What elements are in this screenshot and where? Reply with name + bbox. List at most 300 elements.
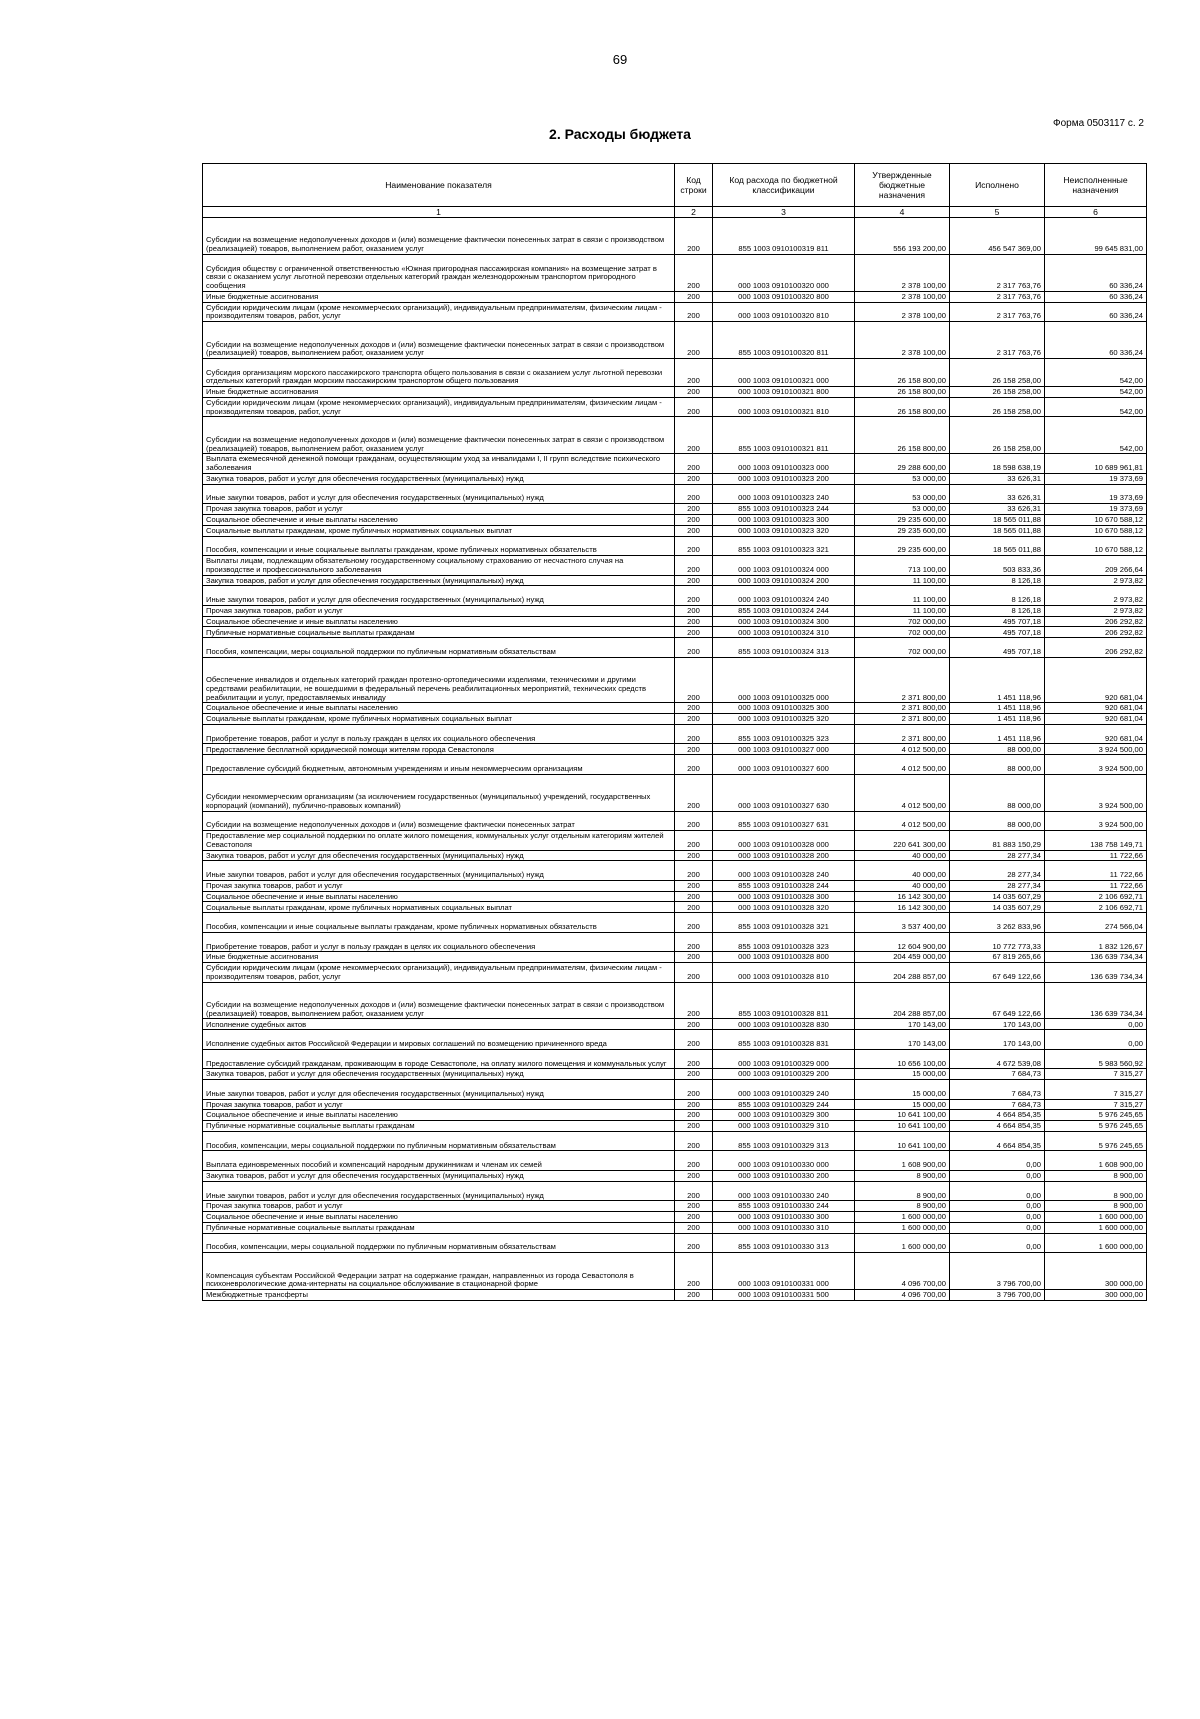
table-row	[203, 1069, 1147, 1080]
table-row	[203, 525, 1147, 536]
row-approved: 26 158 800,00	[855, 417, 950, 454]
row-kbk: 000 1003 0910100325 320	[713, 714, 855, 725]
header-approved: Утвержденные бюджетные назначения	[855, 164, 950, 207]
row-unexecuted: 5 976 245,65	[1045, 1121, 1147, 1132]
table-row	[203, 454, 1147, 474]
row-approved: 26 158 800,00	[855, 358, 950, 386]
row-name: Закупка товаров, работ и услуг для обеспечения государственных (муниципальных) нужд	[203, 1170, 675, 1181]
row-approved: 8 900,00	[855, 1201, 950, 1212]
table-row	[203, 850, 1147, 861]
row-approved: 40 000,00	[855, 880, 950, 891]
table-row	[203, 616, 1147, 627]
row-approved: 15 000,00	[855, 1080, 950, 1100]
row-kbk: 000 1003 0910100328 240	[713, 861, 855, 881]
row-kbk: 855 1003 0910100323 321	[713, 536, 855, 556]
row-executed: 33 626,31	[950, 484, 1045, 504]
row-name: Иные закупки товаров, работ и услуг для обеспечения государственных (муниципальных) нужд	[203, 484, 675, 504]
row-name: Пособия, компенсации и иные социальные выплаты гражданам, кроме публичных нормативных обязательств	[203, 536, 675, 556]
row-unexecuted: 206 292,82	[1045, 638, 1147, 658]
row-code: 200	[675, 1290, 713, 1301]
row-code: 200	[675, 575, 713, 586]
row-kbk: 000 1003 0910100330 310	[713, 1222, 855, 1233]
row-unexecuted: 274 566,04	[1045, 913, 1147, 933]
row-executed: 7 684,73	[950, 1080, 1045, 1100]
row-code: 200	[675, 1212, 713, 1223]
table-row	[203, 575, 1147, 586]
row-executed: 18 565 011,88	[950, 514, 1045, 525]
table-row	[203, 963, 1147, 983]
row-unexecuted: 2 973,82	[1045, 605, 1147, 616]
row-approved: 40 000,00	[855, 861, 950, 881]
row-kbk: 855 1003 0910100319 811	[713, 218, 855, 255]
row-executed: 28 277,34	[950, 880, 1045, 891]
column-number: 5	[950, 207, 1045, 218]
row-unexecuted: 542,00	[1045, 397, 1147, 417]
row-code: 200	[675, 1233, 713, 1253]
row-code: 200	[675, 586, 713, 606]
row-unexecuted: 11 722,66	[1045, 850, 1147, 861]
row-unexecuted: 8 900,00	[1045, 1181, 1147, 1201]
row-code: 200	[675, 397, 713, 417]
table-row	[203, 1253, 1147, 1290]
row-approved: 2 378 100,00	[855, 322, 950, 359]
table-row	[203, 586, 1147, 606]
row-kbk: 000 1003 0910100325 300	[713, 703, 855, 714]
row-kbk: 000 1003 0910100329 240	[713, 1080, 855, 1100]
row-executed: 7 684,73	[950, 1099, 1045, 1110]
row-executed: 28 277,34	[950, 861, 1045, 881]
row-executed: 26 158 258,00	[950, 387, 1045, 398]
row-executed: 7 684,73	[950, 1069, 1045, 1080]
row-executed: 4 664 854,35	[950, 1110, 1045, 1121]
row-executed: 2 317 763,76	[950, 254, 1045, 291]
row-approved: 204 288 857,00	[855, 963, 950, 983]
header-code: Код строки	[675, 164, 713, 207]
row-code: 200	[675, 1181, 713, 1201]
row-executed: 26 158 258,00	[950, 358, 1045, 386]
row-executed: 18 565 011,88	[950, 525, 1045, 536]
row-name: Предоставление субсидий бюджетным, автономным учреждениям и иным некоммерческим организациям	[203, 755, 675, 775]
row-code: 200	[675, 1049, 713, 1069]
row-name: Приобретение товаров, работ и услуг в пользу граждан в целях их социального обеспечения	[203, 724, 675, 744]
table-row	[203, 952, 1147, 963]
row-code: 200	[675, 850, 713, 861]
row-unexecuted: 920 681,04	[1045, 724, 1147, 744]
row-approved: 170 143,00	[855, 1030, 950, 1050]
row-code: 200	[675, 536, 713, 556]
row-approved: 10 656 100,00	[855, 1049, 950, 1069]
row-executed: 18 565 011,88	[950, 536, 1045, 556]
row-approved: 556 193 200,00	[855, 218, 950, 255]
row-executed: 14 035 607,29	[950, 902, 1045, 913]
row-approved: 4 012 500,00	[855, 774, 950, 811]
row-kbk: 000 1003 0910100324 200	[713, 575, 855, 586]
row-kbk: 000 1003 0910100320 810	[713, 302, 855, 322]
row-kbk: 855 1003 0910100328 244	[713, 880, 855, 891]
section-title: 2. Расходы бюджета	[549, 126, 691, 142]
row-executed: 18 598 638,19	[950, 454, 1045, 474]
table-row	[203, 302, 1147, 322]
row-code: 200	[675, 724, 713, 744]
row-approved: 170 143,00	[855, 1019, 950, 1030]
row-unexecuted: 0,00	[1045, 1019, 1147, 1030]
row-name: Компенсация субъектам Российской Федерации затрат на содержание граждан, направленных из города Севастополя в психоневрологические дома-интернаты на социальное обслуживание в стационарной форме	[203, 1253, 675, 1290]
table-row	[203, 473, 1147, 484]
row-kbk: 855 1003 0910100328 321	[713, 913, 855, 933]
row-unexecuted: 2 106 692,71	[1045, 891, 1147, 902]
row-kbk: 000 1003 0910100330 240	[713, 1181, 855, 1201]
row-code: 200	[675, 605, 713, 616]
row-code: 200	[675, 302, 713, 322]
row-executed: 456 547 369,00	[950, 218, 1045, 255]
row-executed: 4 672 539,08	[950, 1049, 1045, 1069]
row-name: Иные закупки товаров, работ и услуг для обеспечения государственных (муниципальных) нужд	[203, 1080, 675, 1100]
row-kbk: 855 1003 0910100323 244	[713, 504, 855, 515]
row-name: Прочая закупка товаров, работ и услуг	[203, 1201, 675, 1212]
row-kbk: 000 1003 0910100329 310	[713, 1121, 855, 1132]
table-row	[203, 831, 1147, 851]
row-name: Иные бюджетные ассигнования	[203, 952, 675, 963]
row-name: Пособия, компенсации, меры социальной поддержки по публичным нормативным обязательствам	[203, 1233, 675, 1253]
column-number-row	[203, 207, 1147, 218]
row-executed: 88 000,00	[950, 744, 1045, 755]
row-unexecuted: 10 670 588,12	[1045, 536, 1147, 556]
row-code: 200	[675, 891, 713, 902]
row-approved: 1 608 900,00	[855, 1151, 950, 1171]
row-executed: 3 262 833,96	[950, 913, 1045, 933]
row-executed: 26 158 258,00	[950, 417, 1045, 454]
header-row	[203, 164, 1147, 207]
row-executed: 1 451 118,96	[950, 714, 1045, 725]
table-row	[203, 1222, 1147, 1233]
row-unexecuted: 3 924 500,00	[1045, 774, 1147, 811]
row-code: 200	[675, 638, 713, 658]
row-code: 200	[675, 514, 713, 525]
row-approved: 26 158 800,00	[855, 397, 950, 417]
row-name: Предоставление субсидий гражданам, проживающим в городе Севастополе, на оплату жилого помещения и коммунальных услуг	[203, 1049, 675, 1069]
row-name: Прочая закупка товаров, работ и услуг	[203, 880, 675, 891]
row-code: 200	[675, 556, 713, 576]
row-unexecuted: 10 670 588,12	[1045, 514, 1147, 525]
row-approved: 15 000,00	[855, 1099, 950, 1110]
row-approved: 11 100,00	[855, 575, 950, 586]
row-unexecuted: 99 645 831,00	[1045, 218, 1147, 255]
row-code: 200	[675, 1110, 713, 1121]
row-executed: 33 626,31	[950, 504, 1045, 515]
row-approved: 1 600 000,00	[855, 1233, 950, 1253]
row-executed: 4 664 854,35	[950, 1131, 1045, 1151]
row-name: Предоставление бесплатной юридической помощи жителям города Севастополя	[203, 744, 675, 755]
row-name: Исполнение судебных актов	[203, 1019, 675, 1030]
row-name: Субсидии на возмещение недополученных доходов и (или) возмещение фактически понесенных затрат в связи с производством (реализацией) товаров, выполнением работ, оказанием услуг	[203, 982, 675, 1019]
table-row	[203, 322, 1147, 359]
row-kbk: 855 1003 0910100330 244	[713, 1201, 855, 1212]
row-unexecuted: 206 292,82	[1045, 616, 1147, 627]
row-name: Выплата единовременных пособий и компенсаций народным дружинникам и членам их семей	[203, 1151, 675, 1171]
row-kbk: 000 1003 0910100323 320	[713, 525, 855, 536]
row-approved: 204 459 000,00	[855, 952, 950, 963]
row-approved: 4 012 500,00	[855, 811, 950, 831]
row-approved: 2 371 800,00	[855, 724, 950, 744]
row-code: 200	[675, 627, 713, 638]
row-unexecuted: 5 983 560,92	[1045, 1049, 1147, 1069]
row-executed: 2 317 763,76	[950, 302, 1045, 322]
row-code: 200	[675, 811, 713, 831]
row-kbk: 855 1003 0910100328 831	[713, 1030, 855, 1050]
row-kbk: 000 1003 0910100327 000	[713, 744, 855, 755]
row-code: 200	[675, 1201, 713, 1212]
row-unexecuted: 920 681,04	[1045, 703, 1147, 714]
row-name: Исполнение судебных актов Российской Федерации и мировых соглашений по возмещению причиненного вреда	[203, 1030, 675, 1050]
row-name: Субсидии на возмещение недополученных доходов и (или) возмещение фактически понесенных затрат в связи с производством (реализацией) товаров, выполнением работ, оказанием услуг	[203, 417, 675, 454]
table-row	[203, 1151, 1147, 1171]
table-row	[203, 744, 1147, 755]
row-unexecuted: 60 336,24	[1045, 322, 1147, 359]
table-row	[203, 861, 1147, 881]
row-kbk: 000 1003 0910100328 830	[713, 1019, 855, 1030]
row-kbk: 855 1003 0910100320 811	[713, 322, 855, 359]
row-name: Прочая закупка товаров, работ и услуг	[203, 605, 675, 616]
row-code: 200	[675, 1030, 713, 1050]
row-kbk: 000 1003 0910100329 300	[713, 1110, 855, 1121]
row-approved: 1 600 000,00	[855, 1222, 950, 1233]
row-code: 200	[675, 657, 713, 703]
header-executed: Исполнено	[950, 164, 1045, 207]
table-row	[203, 1212, 1147, 1223]
row-name: Выплата ежемесячной денежной помощи гражданам, осуществляющим уход за инвалидами I, II групп вследствие психического заболевания	[203, 454, 675, 474]
header-name: Наименование показателя	[203, 164, 675, 207]
row-unexecuted: 5 976 245,65	[1045, 1110, 1147, 1121]
table-row	[203, 714, 1147, 725]
table-row	[203, 605, 1147, 616]
row-unexecuted: 10 689 961,81	[1045, 454, 1147, 474]
table-row	[203, 902, 1147, 913]
row-executed: 170 143,00	[950, 1019, 1045, 1030]
row-unexecuted: 10 670 588,12	[1045, 525, 1147, 536]
row-name: Субсидии юридическим лицам (кроме некоммерческих организаций), индивидуальным предпринимателям, физическим лицам - производителям товаров, работ, услуг	[203, 302, 675, 322]
row-unexecuted: 920 681,04	[1045, 714, 1147, 725]
page-number: 69	[612, 52, 628, 67]
row-name: Пособия, компенсации, меры социальной поддержки по публичным нормативным обязательствам	[203, 638, 675, 658]
row-code: 200	[675, 218, 713, 255]
table-row	[203, 657, 1147, 703]
row-code: 200	[675, 1069, 713, 1080]
row-executed: 88 000,00	[950, 755, 1045, 775]
row-unexecuted: 2 973,82	[1045, 586, 1147, 606]
row-approved: 29 235 600,00	[855, 514, 950, 525]
row-code: 200	[675, 1170, 713, 1181]
row-kbk: 000 1003 0910100324 310	[713, 627, 855, 638]
row-code: 200	[675, 982, 713, 1019]
row-unexecuted: 19 373,69	[1045, 473, 1147, 484]
row-code: 200	[675, 744, 713, 755]
row-executed: 170 143,00	[950, 1030, 1045, 1050]
row-kbk: 000 1003 0910100327 630	[713, 774, 855, 811]
row-kbk: 000 1003 0910100323 240	[713, 484, 855, 504]
row-approved: 29 235 600,00	[855, 525, 950, 536]
row-kbk: 000 1003 0910100330 200	[713, 1170, 855, 1181]
row-code: 200	[675, 1222, 713, 1233]
table-row	[203, 932, 1147, 952]
row-kbk: 000 1003 0910100330 300	[713, 1212, 855, 1223]
row-name: Субсидии некоммерческим организациям (за исключением государственных (муниципальных) учреждений, государственных корпораций (компаний), публично-правовых компаний)	[203, 774, 675, 811]
row-kbk: 855 1003 0910100329 313	[713, 1131, 855, 1151]
row-unexecuted: 7 315,27	[1045, 1099, 1147, 1110]
row-name: Субсидия организациям морского пассажирского транспорта общего пользования в связи с оказанием услуг льготной перевозки отдельных категорий граждан морским пассажирским транспортом общего пользования	[203, 358, 675, 386]
table-row	[203, 755, 1147, 775]
row-executed: 0,00	[950, 1212, 1045, 1223]
row-code: 200	[675, 1151, 713, 1171]
row-executed: 14 035 607,29	[950, 891, 1045, 902]
table-row	[203, 358, 1147, 386]
row-kbk: 000 1003 0910100331 000	[713, 1253, 855, 1290]
row-executed: 0,00	[950, 1151, 1045, 1171]
row-executed: 3 796 700,00	[950, 1290, 1045, 1301]
row-code: 200	[675, 504, 713, 515]
row-kbk: 000 1003 0910100324 240	[713, 586, 855, 606]
row-executed: 28 277,34	[950, 850, 1045, 861]
table-row	[203, 1131, 1147, 1151]
row-kbk: 000 1003 0910100323 200	[713, 473, 855, 484]
row-name: Социальное обеспечение и иные выплаты населению	[203, 616, 675, 627]
table-row	[203, 811, 1147, 831]
row-approved: 3 537 400,00	[855, 913, 950, 933]
row-code: 200	[675, 1080, 713, 1100]
row-approved: 29 288 600,00	[855, 454, 950, 474]
row-code: 200	[675, 473, 713, 484]
row-unexecuted: 3 924 500,00	[1045, 811, 1147, 831]
row-code: 200	[675, 454, 713, 474]
row-unexecuted: 1 832 126,67	[1045, 932, 1147, 952]
row-code: 200	[675, 1253, 713, 1290]
row-unexecuted: 542,00	[1045, 417, 1147, 454]
row-approved: 1 600 000,00	[855, 1212, 950, 1223]
row-name: Обеспечение инвалидов и отдельных категорий граждан протезно-ортопедическими изделиями, техническими и другими средствами реабилитации, не вошедшими в федеральный перечень реабилитационных мероприятий, технических средств реабилитации и услуг, предоставляемых инвалиду	[203, 657, 675, 703]
row-executed: 26 158 258,00	[950, 397, 1045, 417]
row-unexecuted: 0,00	[1045, 1030, 1147, 1050]
row-executed: 0,00	[950, 1233, 1045, 1253]
row-executed: 67 649 122,66	[950, 982, 1045, 1019]
row-kbk: 000 1003 0910100328 300	[713, 891, 855, 902]
row-name: Субсидии на возмещение недополученных доходов и (или) возмещение фактически понесенных затрат в связи с производством (реализацией) товаров, выполнением работ, оказанием услуг	[203, 218, 675, 255]
row-unexecuted: 1 600 000,00	[1045, 1212, 1147, 1223]
table-row	[203, 1049, 1147, 1069]
row-kbk: 000 1003 0910100320 800	[713, 291, 855, 302]
table-row	[203, 218, 1147, 255]
row-kbk: 000 1003 0910100321 810	[713, 397, 855, 417]
row-code: 200	[675, 913, 713, 933]
row-code: 200	[675, 616, 713, 627]
row-kbk: 000 1003 0910100324 300	[713, 616, 855, 627]
row-unexecuted: 3 924 500,00	[1045, 744, 1147, 755]
row-kbk: 000 1003 0910100328 320	[713, 902, 855, 913]
row-code: 200	[675, 417, 713, 454]
row-approved: 11 100,00	[855, 586, 950, 606]
row-approved: 53 000,00	[855, 484, 950, 504]
row-approved: 26 158 800,00	[855, 387, 950, 398]
row-code: 200	[675, 322, 713, 359]
row-executed: 1 451 118,96	[950, 703, 1045, 714]
row-unexecuted: 300 000,00	[1045, 1290, 1147, 1301]
row-executed: 1 451 118,96	[950, 724, 1045, 744]
row-approved: 8 900,00	[855, 1181, 950, 1201]
row-kbk: 000 1003 0910100328 000	[713, 831, 855, 851]
row-kbk: 855 1003 0910100328 811	[713, 982, 855, 1019]
row-name: Иные закупки товаров, работ и услуг для обеспечения государственных (муниципальных) нужд	[203, 861, 675, 881]
row-unexecuted: 138 758 149,71	[1045, 831, 1147, 851]
row-approved: 702 000,00	[855, 616, 950, 627]
row-unexecuted: 2 973,82	[1045, 575, 1147, 586]
row-name: Публичные нормативные социальные выплаты гражданам	[203, 627, 675, 638]
row-approved: 2 371 800,00	[855, 657, 950, 703]
table-row	[203, 1233, 1147, 1253]
row-executed: 495 707,18	[950, 616, 1045, 627]
row-executed: 8 126,18	[950, 586, 1045, 606]
table-row	[203, 556, 1147, 576]
row-code: 200	[675, 880, 713, 891]
row-executed: 8 126,18	[950, 605, 1045, 616]
row-approved: 53 000,00	[855, 504, 950, 515]
row-code: 200	[675, 358, 713, 386]
row-name: Выплаты лицам, подлежащим обязательному государственному социальному страхованию от несчастного случая на производстве и профессионального заболевания	[203, 556, 675, 576]
row-unexecuted: 19 373,69	[1045, 504, 1147, 515]
row-unexecuted: 7 315,27	[1045, 1080, 1147, 1100]
row-unexecuted: 920 681,04	[1045, 657, 1147, 703]
row-unexecuted: 2 106 692,71	[1045, 902, 1147, 913]
row-kbk: 000 1003 0910100324 000	[713, 556, 855, 576]
row-name: Публичные нормативные социальные выплаты гражданам	[203, 1222, 675, 1233]
row-approved: 204 288 857,00	[855, 982, 950, 1019]
row-kbk: 855 1003 0910100328 323	[713, 932, 855, 952]
table-row	[203, 1099, 1147, 1110]
row-code: 200	[675, 831, 713, 851]
row-code: 200	[675, 525, 713, 536]
row-code: 200	[675, 291, 713, 302]
row-unexecuted: 8 900,00	[1045, 1170, 1147, 1181]
row-approved: 702 000,00	[855, 638, 950, 658]
row-name: Социальное обеспечение и иные выплаты населению	[203, 1212, 675, 1223]
row-executed: 88 000,00	[950, 774, 1045, 811]
row-name: Субсидии юридическим лицам (кроме некоммерческих организаций), индивидуальным предпринимателям, физическим лицам - производителям товаров, работ, услуг	[203, 963, 675, 983]
row-unexecuted: 542,00	[1045, 358, 1147, 386]
row-kbk: 855 1003 0910100324 244	[713, 605, 855, 616]
row-name: Пособия, компенсации и иные социальные выплаты гражданам, кроме публичных нормативных обязательств	[203, 913, 675, 933]
row-name: Прочая закупка товаров, работ и услуг	[203, 504, 675, 515]
row-name: Социальное обеспечение и иные выплаты населению	[203, 703, 675, 714]
row-code: 200	[675, 861, 713, 881]
row-code: 200	[675, 714, 713, 725]
row-name: Социальное обеспечение и иные выплаты населению	[203, 514, 675, 525]
row-unexecuted: 60 336,24	[1045, 291, 1147, 302]
row-code: 200	[675, 387, 713, 398]
row-approved: 2 371 800,00	[855, 714, 950, 725]
row-code: 200	[675, 952, 713, 963]
table-row	[203, 774, 1147, 811]
row-approved: 12 604 900,00	[855, 932, 950, 952]
table-row	[203, 724, 1147, 744]
row-executed: 495 707,18	[950, 627, 1045, 638]
row-executed: 495 707,18	[950, 638, 1045, 658]
row-approved: 4 012 500,00	[855, 744, 950, 755]
row-name: Социальные выплаты гражданам, кроме публичных нормативных социальных выплат	[203, 902, 675, 913]
row-name: Публичные нормативные социальные выплаты гражданам	[203, 1121, 675, 1132]
column-number: 2	[675, 207, 713, 218]
row-approved: 4 096 700,00	[855, 1290, 950, 1301]
table-row	[203, 1181, 1147, 1201]
row-executed: 0,00	[950, 1181, 1045, 1201]
row-approved: 8 900,00	[855, 1170, 950, 1181]
row-name: Субсидии на возмещение недополученных доходов и (или) возмещение фактически понесенных затрат в связи с производством (реализацией) товаров, выполнением работ, оказанием услуг	[203, 322, 675, 359]
